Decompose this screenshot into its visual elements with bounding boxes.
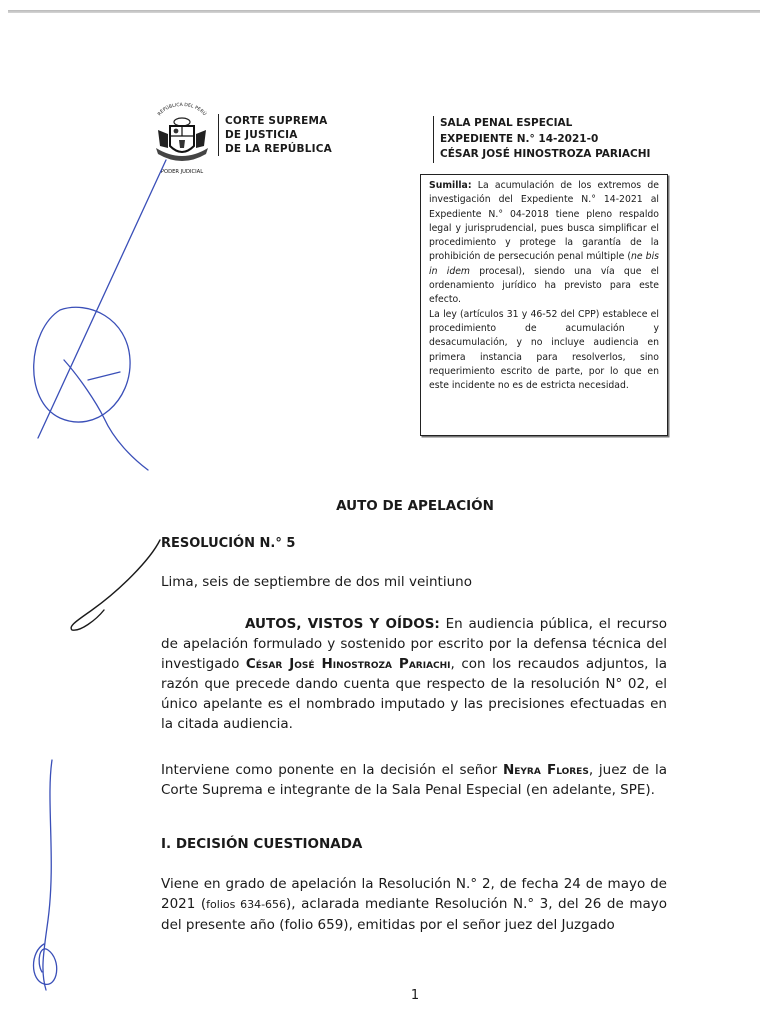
court-name-line-3: DE LA REPÚBLICA <box>225 143 332 155</box>
initial-mark <box>71 540 160 630</box>
seal-label: PODER JUDICIAL <box>160 169 204 175</box>
decision-text-b: ), aclarada mediante Resolución N.° 3, del 26 de mayo del presente año (folio 659), emitidas por el señor juez del Juzgado <box>161 896 667 933</box>
coat-of-arms-seal <box>148 102 216 176</box>
margin-signature-line <box>43 760 52 990</box>
investigated-name: César José Hinostroza Pariachi <box>245 656 451 672</box>
sumilla-paragraph-2: La ley (artículos 31 y 46-52 del CPP) establece el procedimiento de acumulación y desacumulación, y no incluye audiencia en primera instancia para resolverlos, sino requerimiento escrito de parte, por lo que en este incidente no es de estricta necesidad. <box>429 308 659 392</box>
sumilla-text-1: La acumulación de los extremos de investigación del Expediente N.° 14-2021 al Expediente N.° 04-2018 tiene pleno respaldo legal y jurisprudencial, pues busca simplificar el procedimiento y protege la garantía de la prohibición de persecución penal múltiple ( <box>429 180 659 263</box>
page-number: 1 <box>410 988 420 1003</box>
paragraph-ponente <box>161 760 667 800</box>
court-name-line-2: DE JUSTICIA <box>225 129 298 141</box>
sumilla-text-2: procesal), siendo una vía que el ordenamiento jurídico ha previsto para este efecto. <box>429 265 659 306</box>
decision-text-a: Viene en grado de apelación la Resolución N.° 2, de fecha 24 de mayo de 2021 ( <box>161 876 667 912</box>
sumilla-box <box>420 174 668 436</box>
ponente-text-a: Interviene como ponente en la decisión el señor <box>161 762 503 778</box>
signature-stroke-diagonal <box>38 160 166 438</box>
section-heading: I. DECISIÓN CUESTIONADA <box>161 836 363 852</box>
top-border-line <box>8 10 760 13</box>
signature-cross <box>88 372 120 380</box>
resolution-number: RESOLUCIÓN N.° 5 <box>161 536 296 551</box>
folios-reference: folios 634-656 <box>206 898 287 911</box>
ponente-name: Neyra Flores <box>502 762 589 778</box>
court-name-line-1: CORTE SUPREMA <box>225 115 328 127</box>
autos-text-b: , con los recaudos adjuntos, la razón que precede dando cuenta que respecto de la resolución N° 02, el único apelante es el nombrado imputado y las precisiones efectuadas en la citada audiencia. <box>161 656 667 732</box>
sala-name: SALA PENAL ESPECIAL <box>440 117 573 129</box>
sumilla-latin-term: ne bis in idem <box>429 251 659 277</box>
sumilla-label: Sumilla: <box>429 180 472 191</box>
ponente-text-b: , juez de la Corte Suprema e integrante de la Sala Penal Especial (en adelante, SPE). <box>161 762 668 798</box>
signature-loop <box>34 307 130 422</box>
paragraph-decision <box>161 874 667 935</box>
autos-text-a: En audiencia pública, el recurso de apelación formulado y sostenido por escrito por la defensa técnica del investigado <box>161 616 668 672</box>
place-date: Lima, seis de septiembre de dos mil veintiuno <box>161 574 472 590</box>
signature-tail <box>64 360 148 470</box>
paragraph-autos <box>161 614 667 734</box>
margin-signature-loop <box>34 944 57 984</box>
case-header <box>433 116 650 163</box>
seal-arc-text: REPÚBLICA DEL PERÚ <box>157 102 207 118</box>
autos-lead: AUTOS, VISTOS Y OÍDOS: <box>245 616 440 632</box>
sumilla-paragraph-1 <box>429 179 659 308</box>
document-title: AUTO DE APELACIÓN <box>336 498 494 514</box>
court-name-block <box>218 114 332 156</box>
party-name: CÉSAR JOSÉ HINOSTROZA PARIACHI <box>440 148 651 160</box>
expediente-number: EXPEDIENTE N.° 14-2021-0 <box>440 132 599 145</box>
